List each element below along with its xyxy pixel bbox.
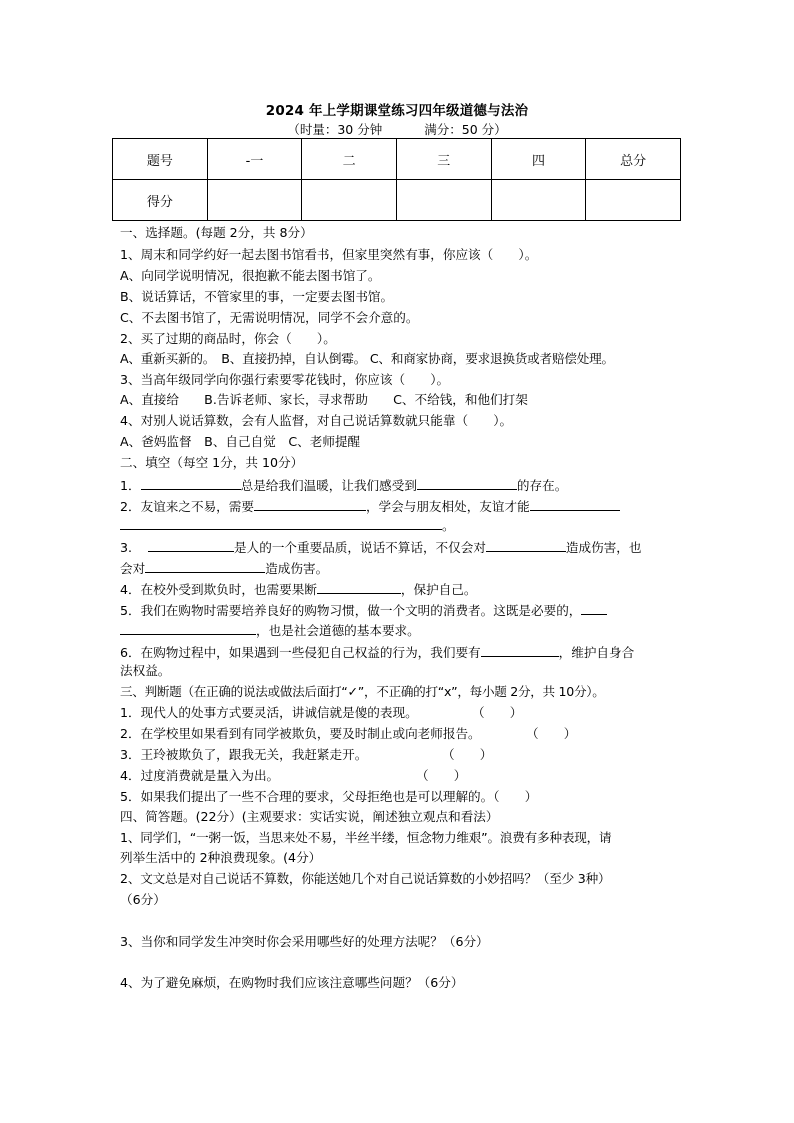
row-label: 得分 bbox=[113, 180, 208, 221]
answer-blank[interactable] bbox=[530, 497, 620, 511]
question-text: 列举生活中的 2种浪费现象。(4分） bbox=[120, 850, 322, 865]
answer-paren[interactable]: （ ） bbox=[493, 789, 538, 804]
question-text: 是人的一个重要品质，说话不算话，不仅会对 bbox=[234, 540, 486, 555]
score-cell[interactable] bbox=[207, 180, 302, 221]
question-text: 2．在学校里如果看到有同学被欺负，要及时制止或向老师报告。 bbox=[120, 726, 481, 741]
question-text: 2、买了过期的商品时，你会（ ）。 bbox=[120, 331, 336, 346]
fill-question-3 bbox=[120, 538, 641, 556]
fill-question-3-cont bbox=[120, 559, 328, 577]
header-cell: 二 bbox=[302, 139, 397, 180]
answer-blank[interactable] bbox=[141, 476, 241, 490]
header-cell: 总分 bbox=[586, 139, 681, 180]
option-text: A、向同学说明情况，很抱歉不能去图书馆了。 bbox=[120, 268, 381, 283]
question-number: 3. bbox=[120, 540, 133, 555]
fill-question-2-cont bbox=[120, 516, 455, 534]
question-text: 总是给我们温暖，让我们感受到 bbox=[240, 478, 417, 493]
question-text: ，保护自己。 bbox=[400, 582, 477, 597]
question-text: 3、当高年级同学向你强行索要零花钱时，你应该（ ）。 bbox=[120, 372, 450, 387]
section-heading: 三、判断题（在正确的说法或做法后面打“✓”，不正确的打“x”，每小题 2分，共 10分）。 bbox=[120, 684, 605, 699]
option-text: C、不去图书馆了，无需说明情况，同学不会介意的。 bbox=[120, 310, 419, 325]
section-heading: 二、填空（每空 1分，共 10分） bbox=[120, 455, 304, 470]
section-heading: 一、选择题。(每题 2分，共 8分） bbox=[120, 225, 313, 240]
answer-blank[interactable] bbox=[254, 497, 366, 511]
fill-question-2 bbox=[120, 497, 620, 515]
answer-blank[interactable] bbox=[120, 621, 256, 635]
question-text: 4．在校外受到欺负时，也需要果断 bbox=[120, 582, 317, 597]
question-text: 4、对别人说话算数，会有人监督，对自己说话算数就只能靠（ ）。 bbox=[120, 413, 513, 428]
score-cell[interactable] bbox=[586, 180, 681, 221]
exam-title: 2024 年上学期课堂练习四年级道德与法治 bbox=[265, 103, 529, 119]
score-table-header-row bbox=[113, 139, 681, 180]
full-score: 满分：50 分） bbox=[424, 122, 507, 137]
question-text: ，学会与朋友相处，友谊才能 bbox=[365, 499, 530, 514]
header-cell: -一 bbox=[207, 139, 302, 180]
answer-blank[interactable] bbox=[581, 601, 607, 615]
question-text: 1．现代人的处事方式要灵活，讲诚信就是傻的表现。 bbox=[120, 705, 418, 720]
score-table bbox=[112, 138, 681, 221]
judge-item-3 bbox=[120, 747, 493, 763]
answer-paren[interactable]: （ ） bbox=[442, 747, 493, 762]
question-text: 会对 bbox=[120, 561, 146, 576]
answer-blank[interactable] bbox=[481, 643, 559, 657]
option-text: A、爸妈监督 B、自己自觉 C、老师提醒 bbox=[120, 434, 361, 449]
fill-question-5 bbox=[120, 601, 607, 619]
option-text: A、直接给 B.告诉老师、家长，寻求帮助 C、不给钱，和他们打架 bbox=[120, 392, 528, 407]
option-text: B、说话算话，不管家里的事，一定要去图书馆。 bbox=[120, 289, 394, 304]
question-number: 1． bbox=[120, 478, 141, 493]
question-text: 1、周末和同学约好一起去图书馆看书，但家里突然有事，你应该（ ）。 bbox=[120, 247, 538, 262]
fill-question-6-cont: 法权益。 bbox=[120, 663, 171, 678]
question-text: 3、当你和同学发生冲突时你会采用哪些好的处理方法呢？（6分） bbox=[120, 934, 489, 949]
judge-item-5 bbox=[120, 789, 537, 805]
answer-blank[interactable] bbox=[120, 516, 442, 530]
score-table-score-row bbox=[113, 180, 681, 221]
question-text: 的存在。 bbox=[516, 478, 568, 493]
question-text: 2．友谊来之不易，需要 bbox=[120, 499, 254, 514]
question-text: 4、为了避免麻烦，在购物时我们应该注意哪些问题？（6分） bbox=[120, 975, 464, 990]
fill-question-4 bbox=[120, 580, 476, 598]
score-cell[interactable] bbox=[302, 180, 397, 221]
header-cell: 题号 bbox=[113, 139, 208, 180]
fill-question-6 bbox=[120, 643, 634, 661]
question-text: 。 bbox=[442, 518, 455, 533]
answer-paren[interactable]: （ ） bbox=[526, 726, 577, 741]
question-text: 5．如果我们提出了一些不合理的要求，父母拒绝也是可以理解的。 bbox=[120, 789, 494, 804]
fill-question-1 bbox=[120, 476, 567, 494]
question-text: ，维护自身合 bbox=[558, 645, 635, 660]
question-text: （6分） bbox=[120, 892, 166, 907]
answer-blank[interactable] bbox=[148, 538, 234, 552]
question-text: 6．在购物过程中，如果遇到一些侵犯自己权益的行为，我们要有 bbox=[120, 645, 481, 660]
question-text: 造成伤害。 bbox=[265, 561, 329, 576]
fill-question-5-cont bbox=[120, 621, 420, 639]
score-cell[interactable] bbox=[396, 180, 491, 221]
answer-blank[interactable] bbox=[417, 476, 517, 490]
judge-item-1 bbox=[120, 705, 523, 721]
answer-blank[interactable] bbox=[145, 559, 265, 573]
question-text: 造成伤害，也 bbox=[565, 540, 642, 555]
answer-paren[interactable]: （ ） bbox=[416, 768, 467, 783]
answer-paren[interactable]: （ ） bbox=[472, 705, 523, 720]
header-cell: 三 bbox=[396, 139, 491, 180]
question-text: ，也是社会道德的基本要求。 bbox=[256, 623, 420, 638]
time-limit: （时量：30 分钟 bbox=[287, 122, 383, 137]
judge-item-4 bbox=[120, 768, 467, 784]
exam-subtitle bbox=[0, 120, 794, 138]
judge-item-2 bbox=[120, 726, 577, 742]
section-heading: 四、简答题。(22分）(主观要求：实话实说，阐述独立观点和看法） bbox=[120, 809, 499, 824]
question-text: 4．过度消费就是量入为出。 bbox=[120, 768, 280, 783]
question-text: 1、同学们，“一粥一饭，当思来处不易，半丝半缕，恒念物力维艰”。浪费有多种表现，请 bbox=[120, 830, 612, 845]
score-cell[interactable] bbox=[491, 180, 586, 221]
question-text: 2、文文总是对自己说话不算数，你能送她几个对自己说话算数的小妙招吗？（至少 3种） bbox=[120, 871, 611, 886]
question-text: 5．我们在购物时需要培养良好的购物习惯，做一个文明的消费者。这既是必要的， bbox=[120, 603, 582, 618]
option-text: A、重新买新的。 B、直接扔掉，自认倒霉。 C、和商家协商，要求退换货或者赔偿处理。 bbox=[120, 351, 614, 366]
answer-blank[interactable] bbox=[317, 580, 401, 594]
header-cell: 四 bbox=[491, 139, 586, 180]
question-text: 3．王玲被欺负了，跟我无关，我赶紧走开。 bbox=[120, 747, 368, 762]
answer-blank[interactable] bbox=[486, 538, 566, 552]
